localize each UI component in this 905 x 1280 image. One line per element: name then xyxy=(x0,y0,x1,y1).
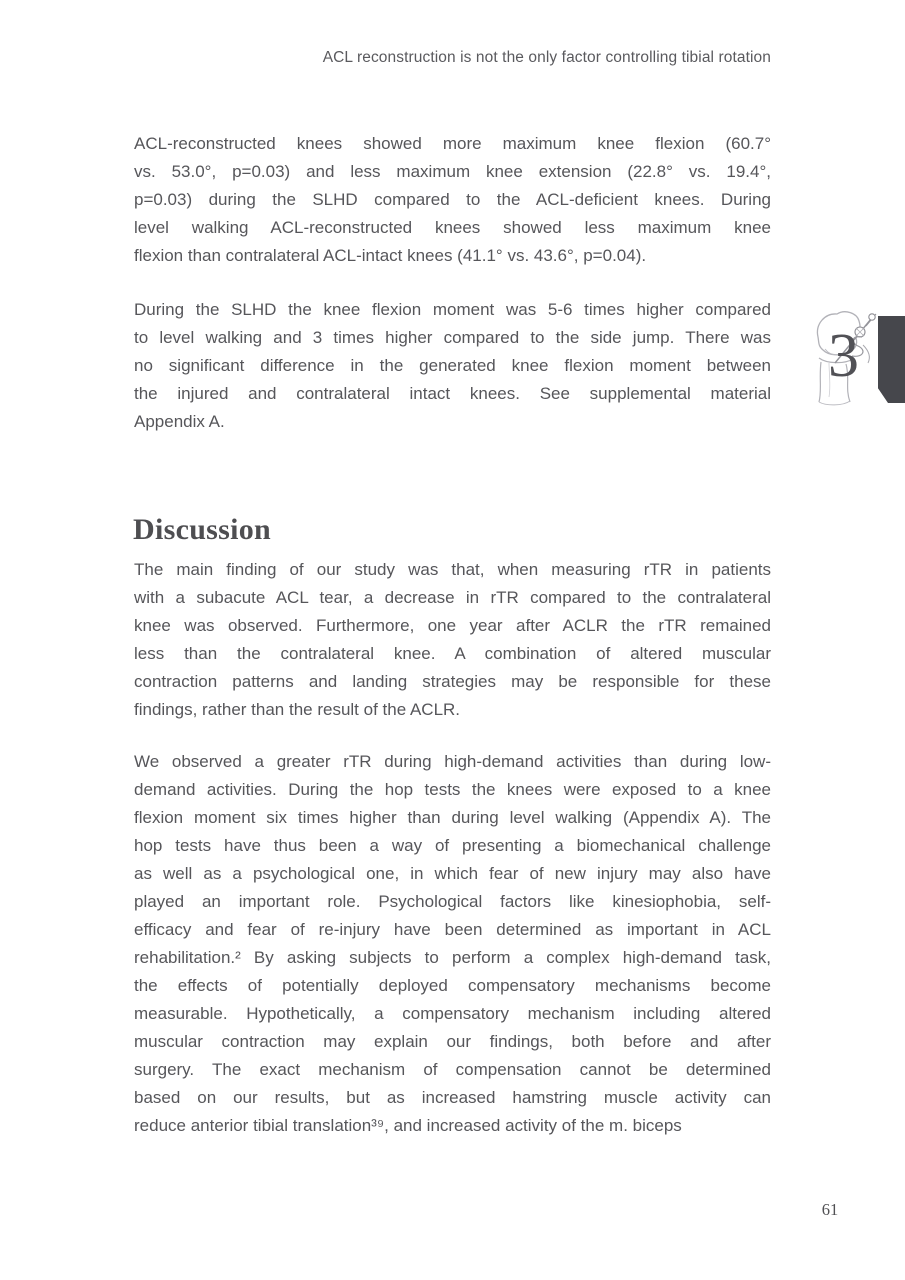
text-line: p=0.03) during the SLHD compared to the ACL-deficient knees. During xyxy=(134,190,771,209)
text-line: efficacy and fear of re-injury have been determined as important in ACL xyxy=(134,920,771,939)
paragraph-results-kinematics xyxy=(134,130,771,270)
text-line: reduce anterior tibial translation³⁹, and increased activity of the m. biceps xyxy=(134,1116,682,1135)
text-line: vs. 53.0°, p=0.03) and less maximum knee extension (22.8° vs. 19.4°, xyxy=(134,162,771,181)
chapter-marker xyxy=(805,305,905,420)
text-line: flexion than contralateral ACL-intact knees (41.1° vs. 43.6°, p=0.04). xyxy=(134,246,647,265)
chapter-number: 3 xyxy=(828,322,859,390)
text-line: no significant difference in the generated knee flexion moment between xyxy=(134,356,771,375)
text-line: We observed a greater rTR during high-demand activities than during low- xyxy=(134,752,771,771)
text-line: hop tests have thus been a way of presenting a biomechanical challenge xyxy=(134,836,771,855)
text-line: flexion moment six times higher than during level walking (Appendix A). The xyxy=(134,808,771,827)
text-line: rehabilitation.² By asking subjects to perform a complex high-demand task, xyxy=(134,948,771,967)
text-line: the effects of potentially deployed compensatory mechanisms become xyxy=(134,976,771,995)
text-line: as well as a psychological one, in which fear of new injury may also have xyxy=(134,864,771,883)
text-line: findings, rather than the result of the ACLR. xyxy=(134,700,461,719)
paragraph-results-moments xyxy=(134,296,771,436)
text-line: level walking ACL-reconstructed knees showed less maximum knee xyxy=(134,218,771,237)
text-line: demand activities. During the hop tests the knees were exposed to a knee xyxy=(134,780,771,799)
chapter-tab xyxy=(878,316,905,403)
running-head: ACL reconstruction is not the only factor controlling tibial rotation xyxy=(322,49,771,66)
text-line: the injured and contralateral intact knees. See supplemental material xyxy=(134,384,771,403)
text-line: measurable. Hypothetically, a compensatory mechanism including altered xyxy=(134,1004,771,1023)
paragraph-discussion-main-finding xyxy=(134,556,771,724)
text-line: to level walking and 3 times higher compared to the side jump. There was xyxy=(134,328,771,347)
text-line: less than the contralateral knee. A combination of altered muscular xyxy=(134,644,771,663)
text-line: with a subacute ACL tear, a decrease in rTR compared to the contralateral xyxy=(134,588,771,607)
paragraph-discussion-mechanisms xyxy=(134,748,771,1140)
section-heading-discussion: Discussion xyxy=(133,512,272,546)
text-line: muscular contraction may explain our findings, both before and after xyxy=(134,1032,771,1051)
text-line: played an important role. Psychological factors like kinesiophobia, self- xyxy=(134,892,771,911)
text-line: Appendix A. xyxy=(134,412,225,431)
text-line: knee was observed. Furthermore, one year after ACLR the rTR remained xyxy=(134,616,771,635)
text-line: ACL-reconstructed knees showed more maximum knee flexion (60.7° xyxy=(134,134,771,153)
page-number: 61 xyxy=(821,1200,839,1219)
text-line: surgery. The exact mechanism of compensation cannot be determined xyxy=(134,1060,771,1079)
text-line: based on our results, but as increased hamstring muscle activity can xyxy=(134,1088,771,1107)
text-line: During the SLHD the knee flexion moment was 5-6 times higher compared xyxy=(134,300,771,319)
text-line: The main finding of our study was that, when measuring rTR in patients xyxy=(134,560,771,579)
text-line: contraction patterns and landing strategies may be responsible for these xyxy=(134,672,771,691)
